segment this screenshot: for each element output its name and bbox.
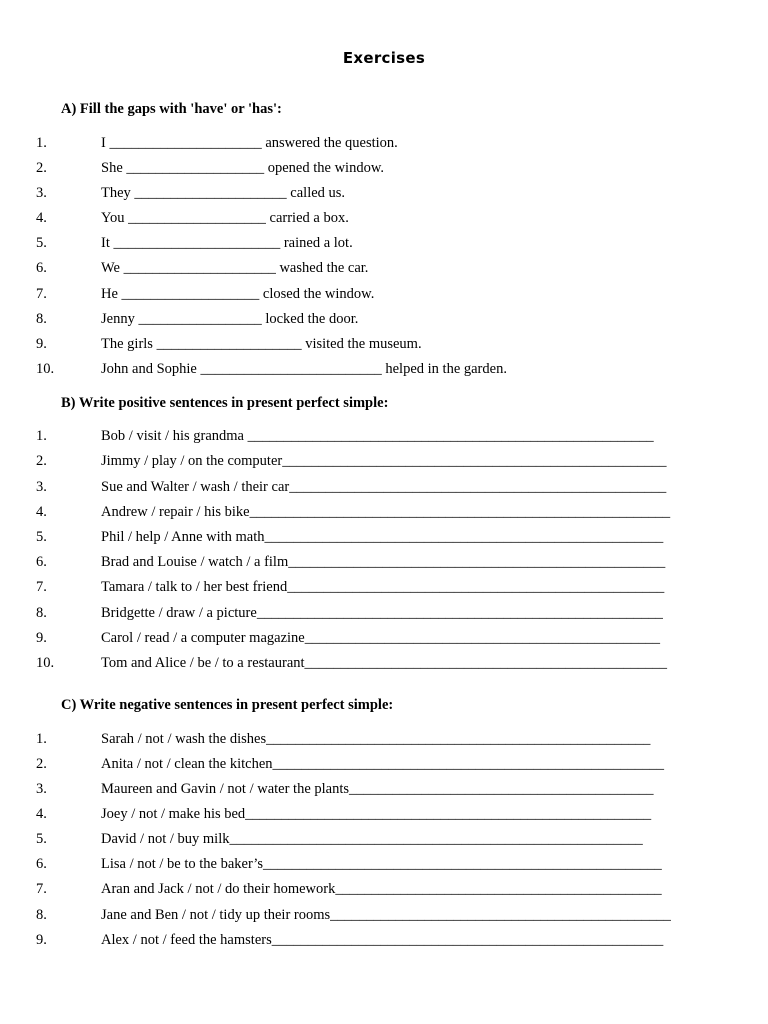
section-b-heading: B) Write positive sentences in present perfect simple: <box>61 395 389 411</box>
item-text: Alex / not / feed the hamsters______________________________________________________ <box>101 932 664 948</box>
item-number: 4. <box>36 210 47 226</box>
item-text: Anita / not / clean the kitchen______________________________________________________ <box>101 756 665 772</box>
item-text: Lisa / not / be to the baker’s_______________________________________________________ <box>101 856 662 872</box>
item-text: She ___________________ opened the window. <box>101 160 384 176</box>
item-number: 7. <box>36 881 47 897</box>
item-number: 6. <box>36 554 47 570</box>
item-number: 5. <box>36 529 47 545</box>
item-number: 8. <box>36 311 47 327</box>
item-text: We _____________________ washed the car. <box>101 260 369 276</box>
item-text: Bridgette / draw / a picture________________________________________________________ <box>101 605 663 621</box>
item-number: 6. <box>36 260 47 276</box>
item-number: 4. <box>36 504 47 520</box>
item-text: John and Sophie _________________________ helped in the garden. <box>101 361 507 377</box>
item-text: Andrew / repair / his bike__________________________________________________________ <box>101 504 671 520</box>
item-text: David / not / buy milk_________________________________________________________ <box>101 831 643 847</box>
item-text: Brad and Louise / watch / a film____________________________________________________ <box>101 554 666 570</box>
item-text: Sue and Walter / wash / their car____________________________________________________ <box>101 479 667 495</box>
item-number: 2. <box>36 160 47 176</box>
item-number: 3. <box>36 781 47 797</box>
item-text: Phil / help / Anne with math_______________________________________________________ <box>101 529 664 545</box>
item-text: Bob / visit / his grandma ________________________________________________________ <box>101 428 654 444</box>
item-text: I _____________________ answered the question. <box>101 135 398 151</box>
item-number: 1. <box>36 731 47 747</box>
item-number: 7. <box>36 286 47 302</box>
section-a-heading: A) Fill the gaps with 'have' or 'has': <box>61 101 282 117</box>
item-number: 9. <box>36 932 47 948</box>
item-text: Jimmy / play / on the computer_____________________________________________________ <box>101 453 667 469</box>
item-number: 5. <box>36 235 47 251</box>
item-text: Maureen and Gavin / not / water the plants__________________________________________ <box>101 781 654 797</box>
item-number: 2. <box>36 453 47 469</box>
item-number: 6. <box>36 856 47 872</box>
item-text: Tamara / talk to / her best friend____________________________________________________ <box>101 579 665 595</box>
item-number: 9. <box>36 630 47 646</box>
item-text: The girls ____________________ visited the museum. <box>101 336 422 352</box>
item-text: Jane and Ben / not / tidy up their rooms_______________________________________________ <box>101 907 671 923</box>
item-number: 8. <box>36 907 47 923</box>
section-c-heading: C) Write negative sentences in present perfect simple: <box>61 697 394 713</box>
item-number: 8. <box>36 605 47 621</box>
item-text: Aran and Jack / not / do their homework_____________________________________________ <box>101 881 662 897</box>
item-text: He ___________________ closed the window. <box>101 286 375 302</box>
item-number: 9. <box>36 336 47 352</box>
item-number: 4. <box>36 806 47 822</box>
item-number: 3. <box>36 185 47 201</box>
page-title: Exercises <box>342 49 426 67</box>
item-number: 7. <box>36 579 47 595</box>
item-number: 5. <box>36 831 47 847</box>
item-number: 10. <box>36 361 55 377</box>
item-text: Carol / read / a computer magazine_________________________________________________ <box>101 630 660 646</box>
item-text: You ___________________ carried a box. <box>101 210 349 226</box>
item-text: Tom and Alice / be / to a restaurant__________________________________________________ <box>101 655 668 671</box>
item-text: They _____________________ called us. <box>101 185 346 201</box>
item-number: 1. <box>36 428 47 444</box>
item-number: 1. <box>36 135 47 151</box>
item-number: 3. <box>36 479 47 495</box>
item-text: It _______________________ rained a lot. <box>101 235 353 251</box>
item-text: Jenny _________________ locked the door. <box>101 311 359 327</box>
item-text: Sarah / not / wash the dishes_____________________________________________________ <box>101 731 651 747</box>
item-number: 2. <box>36 756 47 772</box>
item-number: 10. <box>36 655 55 671</box>
item-text: Joey / not / make his bed________________________________________________________ <box>101 806 652 822</box>
